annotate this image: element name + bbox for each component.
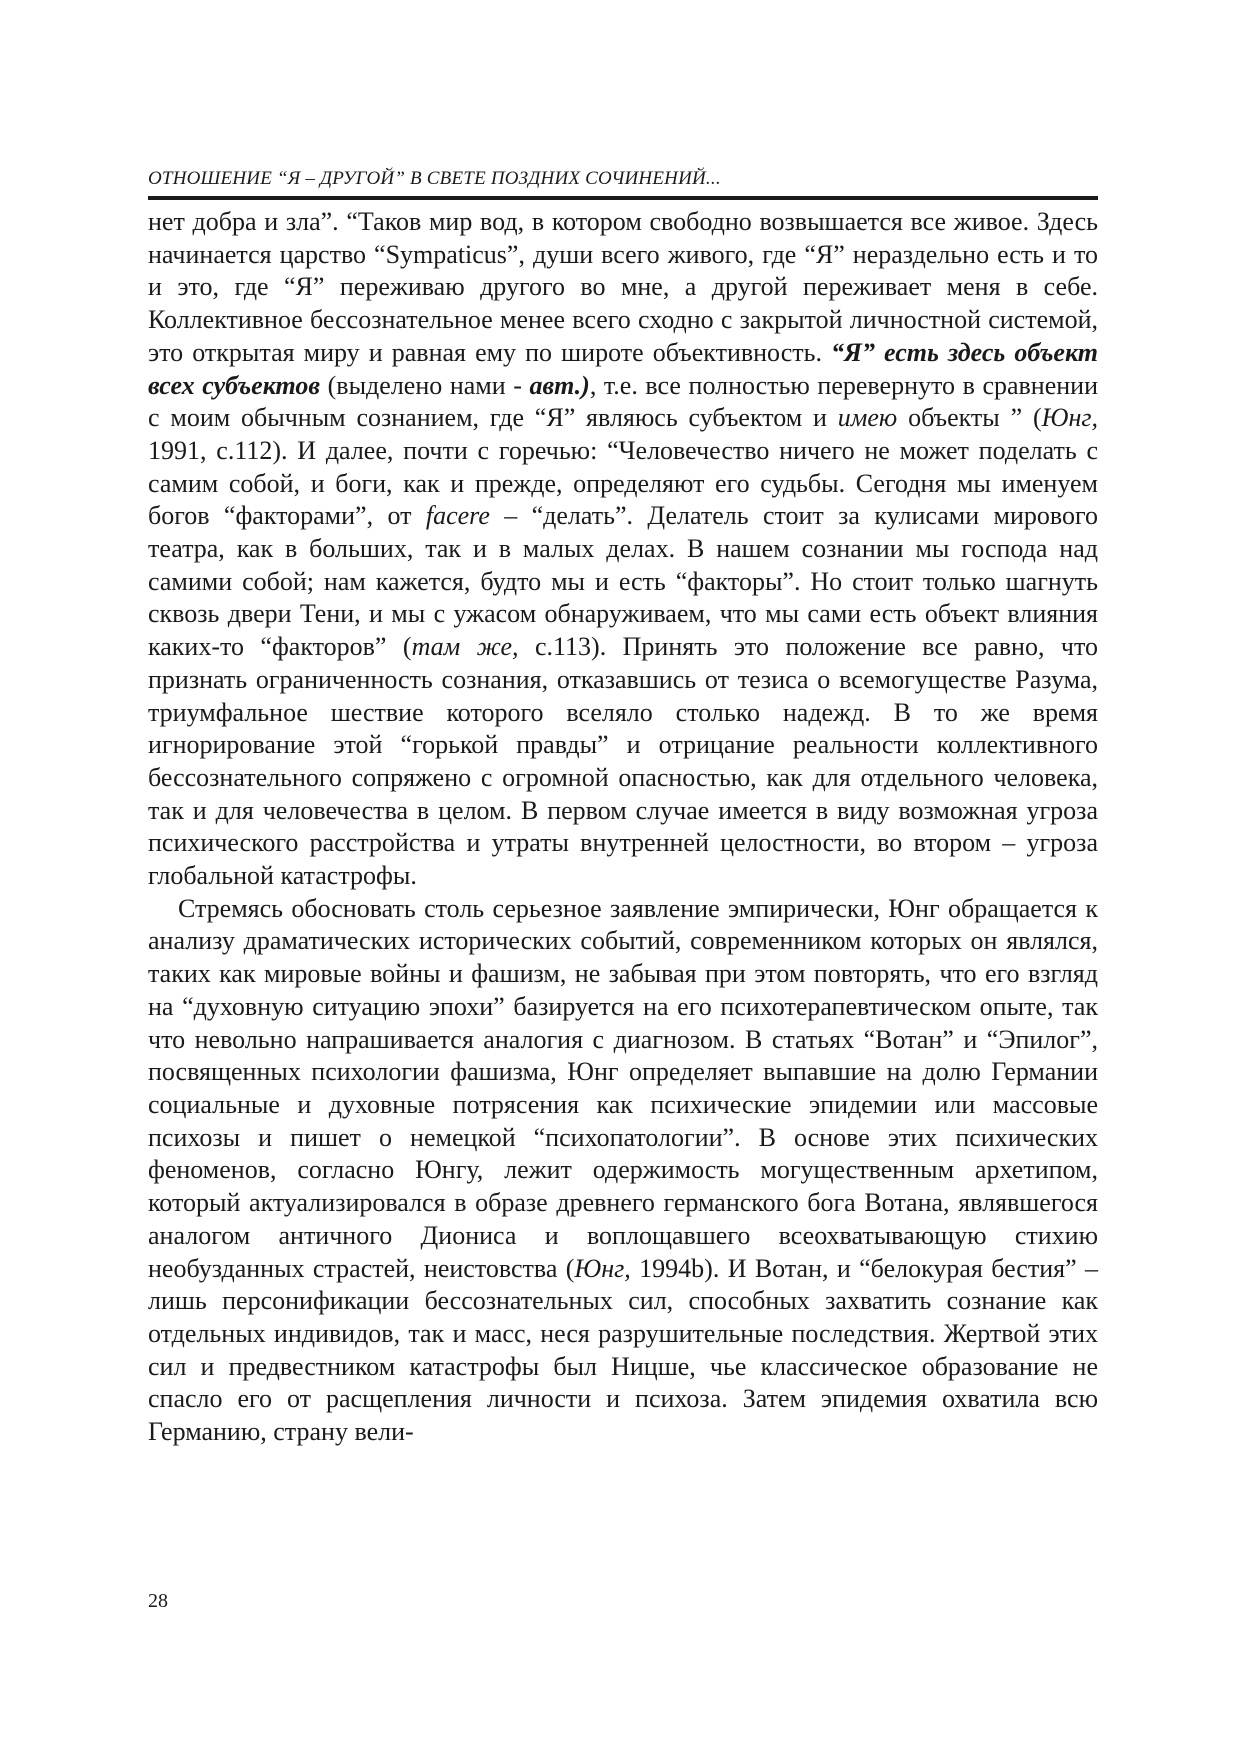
text-run-italic: имею — [837, 403, 898, 433]
text-run: , т.е. все полностью перевернуто в сравнении с моим обычным сознанием, где “Я” являюсь субъектом и — [148, 370, 1098, 433]
text-run: – “делать”. Делатель стоит за кулисами мирового театра, как в больших, так и в малых делах. В нашем сознании мы господа над самими собой; нам кажется, будто мы и есть “факторы”. Но стоит только шагнуть сквозь двери Тени, и мы с ужасом обнаруживаем, что мы сами есть объект влияния каких-то “факторов” ( — [148, 501, 1098, 662]
citation-author: Юнг, — [1041, 403, 1098, 433]
text-run: нет добра и зла”. “Таков мир вод, в котором свободно возвышается все живое. Здесь начинается царство “Sympaticus”, души всего живого, где “Я” нераздельно есть и то и это, где “Я” переживаю другого во мне, а другой переживает меня в себе. Коллективное бессознательное менее всего сходно с закрытой личностной системой, это открытая миру и равная ему по широте объективность. — [148, 207, 1098, 367]
text-run: Стремясь обосновать столь серьезное заявление эмпирически, Юнг обращается к анализу драматических исторических событий, современником которых он являлся, таких как мировые войны и фашизм, не забывая при этом повторять, что его взгляд на “духовную ситуацию эпохи” базируется на его психотерапевтическом опыте, так что невольно напрашивается аналогия с диагнозом. В статьях “Вотан” и “Эпилог”, посвященных психологии фашизма, Юнг определяет выпавшие на долю Германии социальные и духовные потрясения как психические эпидемии или массовые психозы и пишет о немецкой “психопатологии”. В основе этих психических феноменов, согласно Юнгу, лежит одержимость могущественным архетипом, который актуализировался в образе древнего германского бога Вотана, являвшегося аналогом античного Диониса и воплощавшего всеохватывающую стихию необузданных страстей, неистовства ( — [148, 893, 1098, 1283]
text-run: 1991, с.112). И далее, почти с горечью: “Человечество ничего не может поделать с самим собой, и боги, как и прежде, определяют его судьбы. Сегодня мы именуем богов “факторами”, от — [148, 435, 1098, 531]
text-run-emphasis: “Я” есть здесь объект всех субъектов — [148, 337, 1099, 400]
text-run: 1994b). И Вотан, и “белокурая бестия” – лишь персонификации бессознательных сил, способных захватить сознание как отдельных индивидов, так и масс, неся разрушительные последствия. Жертвой этих сил и предвестником катастрофы был Ницше, чье классическое образование не спасло его от расщепления личности и психоза. Затем эпидемия охватила всю Германию, страну вели- — [148, 1253, 1098, 1447]
header-rule — [148, 196, 1098, 200]
running-header: ОТНОШЕНИЕ “Я – ДРУГОЙ” В СВЕТЕ ПОЗДНИХ СОЧИНЕНИЙ... — [148, 168, 721, 189]
text-run-italic: facere — [425, 501, 490, 531]
citation-ibid: там же, — [411, 632, 519, 662]
text-run-emphasis: авт.) — [529, 370, 590, 400]
text-run: (выделено нами - — [320, 370, 530, 400]
body-text — [148, 206, 1098, 1449]
text-run: объекты ” ( — [897, 403, 1042, 433]
paragraph — [148, 893, 1098, 1449]
paragraph — [148, 206, 1098, 893]
page-number: 28 — [148, 1590, 168, 1612]
citation-author: Юнг, — [574, 1253, 631, 1283]
text-run: с.113). Принять это положение все равно, что признать ограниченность сознания, отказавшись от тезиса о всемогуществе Разума, триумфальное шествие которого вселяло столько надежд. В то же время игнорирование этой “горькой правды” и отрицание реальности коллективного бессознательного сопряжено с огромной опасностью, как для отдельного человека, так и для человечества в целом. В первом случае имеется в виду возможная угроза психического расстройства и утраты внутренней целостности, во втором – угроза глобальной катастрофы. — [148, 632, 1098, 891]
